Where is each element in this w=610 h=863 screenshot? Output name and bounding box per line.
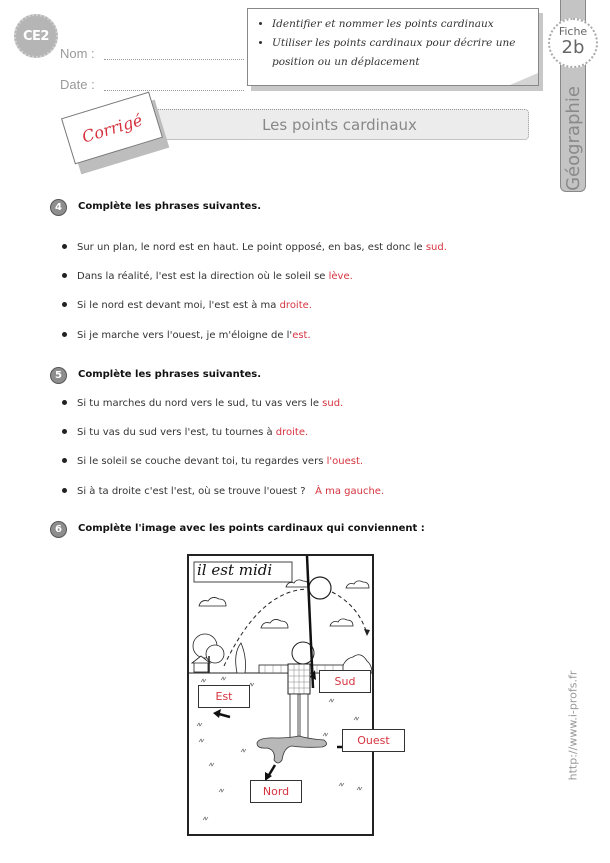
bullet-icon <box>62 400 67 405</box>
figure-caption: il est midi <box>197 561 273 579</box>
objectives-box <box>247 8 539 86</box>
exercise-item: Dans la réalité, l'est est la direction où le soleil se lève. <box>62 271 353 282</box>
person-leg <box>300 694 308 740</box>
cloud-icon <box>346 581 369 588</box>
subject-label: Géographie <box>562 85 584 191</box>
person-leg <box>290 694 298 740</box>
cloud-icon <box>199 597 226 606</box>
bullet-icon <box>62 429 67 434</box>
sun-path <box>332 592 367 634</box>
page-fold-decoration <box>510 73 538 85</box>
label-nord: Nord <box>250 780 302 803</box>
bullet-icon <box>62 332 67 337</box>
bullet-icon <box>62 488 67 493</box>
arrow-icon <box>364 629 370 636</box>
answer-text: est. <box>292 330 311 341</box>
answer-text: sud. <box>322 398 344 409</box>
exercise-title: Complète l'image avec les points cardinaux qui conviennent : <box>78 523 425 534</box>
name-label: Nom : <box>60 46 95 61</box>
objective-item: • Utiliser les points cardinaux pour décrire une position ou un déplacement <box>272 34 530 72</box>
bullet-icon <box>62 458 67 463</box>
cloud-icon <box>330 619 353 626</box>
exercise-item: Si le soleil se couche devant toi, tu regardes vers l'ouest. <box>62 456 363 467</box>
exercise-item: Si je marche vers l'ouest, je m'éloigne de l'est. <box>62 330 311 341</box>
answer-text: droite. <box>275 427 309 438</box>
cloud-icon <box>261 619 288 628</box>
answer-text: sud. <box>425 242 447 253</box>
exercise-item: Sur un plan, le nord est en haut. Le point opposé, en bas, est donc le sud. <box>62 242 447 253</box>
exercise-item: Si à ta droite c'est l'est, où se trouve l'ouest ? À ma gauche. <box>62 486 384 497</box>
corrige-stamp: Corrigé <box>61 92 163 165</box>
label-est: Est <box>198 685 250 708</box>
date-field[interactable] <box>104 89 244 91</box>
exercise-item: Si tu marches du nord vers le sud, tu vas vers le sud. <box>62 398 343 409</box>
answer-text: lève. <box>328 271 353 282</box>
exercise-item: Si tu vas du sud vers l'est, tu tournes à droite. <box>62 427 308 438</box>
sun-icon <box>309 577 331 599</box>
exercise-item: Si le nord est devant moi, l'est est à ma droite. <box>62 300 312 311</box>
level-badge: CE2 <box>14 14 58 58</box>
answer-text: l'ouest. <box>326 456 364 467</box>
name-field[interactable] <box>104 58 244 60</box>
arrow-left-icon <box>213 709 221 718</box>
label-ouest: Ouest <box>342 729 405 752</box>
house-icon <box>194 662 208 672</box>
exercise-number: 4 <box>50 199 67 216</box>
fiche-number: 2b <box>561 37 585 58</box>
bullet-icon <box>62 273 67 278</box>
date-label: Date : <box>60 77 95 92</box>
answer-text: À ma gauche. <box>315 486 385 497</box>
objective-item: • Identifier et nommer les points cardinaux <box>272 15 530 34</box>
fiche-label: Fiche <box>558 25 588 38</box>
exercise-number: 5 <box>50 367 67 384</box>
fiche-badge <box>548 18 598 68</box>
answer-text: droite. <box>279 300 312 311</box>
bullet-icon <box>62 244 67 249</box>
exercise-title: Complète les phrases suivantes. <box>78 369 262 380</box>
bullet-icon <box>62 302 67 307</box>
label-sud: Sud <box>319 670 371 693</box>
exercise-title: Complète les phrases suivantes. <box>78 201 262 212</box>
person-shadow <box>257 736 327 763</box>
compass-illustration <box>187 554 374 836</box>
exercise-number: 6 <box>50 521 67 538</box>
site-url: http://www.i-profs.fr <box>566 670 580 780</box>
page-title: Les points cardinaux <box>150 109 529 140</box>
